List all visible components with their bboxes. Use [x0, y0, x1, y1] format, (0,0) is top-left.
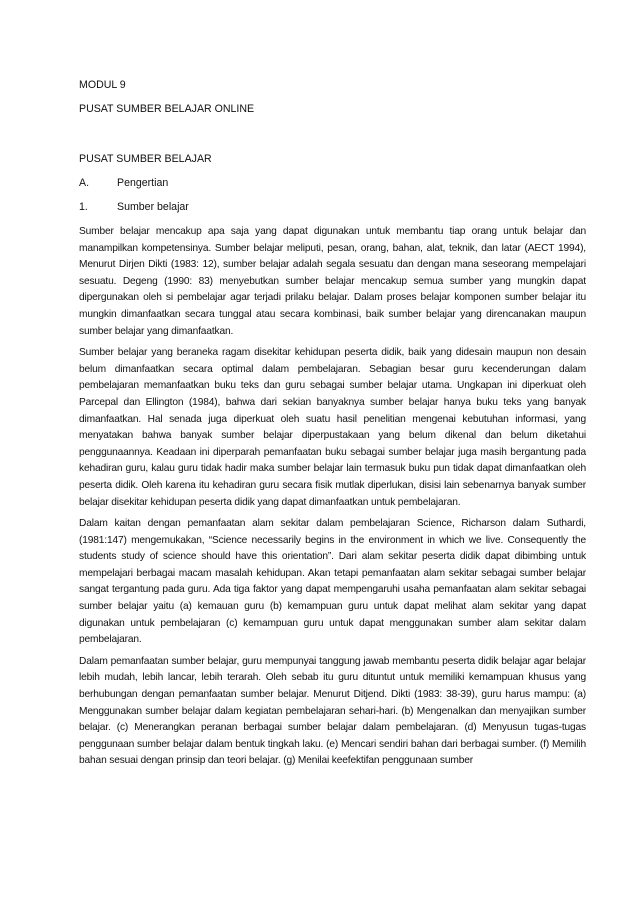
paragraph: Dalam pemanfaatan sumber belajar, guru mempunyai tanggung jawab membantu peserta didik belajar agar belajar lebih mudah, lebih lancar, lebih terarah. Oleh sebab itu guru dituntut untuk memiliki kemampuan khusus yang berhubungan dengan pemanfaatan sumber belajar. Menurut Ditjend. Dikti (1983: 38-39), guru harus mampu: (a) Menggunakan sumber belajar dalam kegiatan pembelajaran sehari-hari. (b) Mengenalkan dan menyajikan sumber belajar. (c) Menerangkan peranan berbagai sumber belajar dalam pembelajaran. (d) Menyusun tugas-tugas penggunaan sumber belajar dalam bentuk tingkah laku. (e) Mencari sendiri bahan dari berbagai sumber. (f) Memilih bahan sesuai dengan prinsip dan teori belajar. (g) Menilai keefektifan penggunaan sumber — [79, 655, 586, 767]
section-heading: PUSAT SUMBER BELAJAR — [79, 153, 212, 165]
paragraph: Dalam kaitan dengan pemanfaatan alam sekitar dalam pembelajaran Science, Richarson dalam Suthardi, (1981:147) mengemukakan, “Science necessarily begins in the environment in which we live. Consequently the students study of science should have this orientation”. Dari alam sekitar peserta didik dapat dibimbing untuk mempelajari berbagai macam masalah kehidupan. Akan tetapi pemanfaatan alam sekitar sebagai sumber belajar sangat tergantung pada guru. Ada tiga faktor yang dapat mempengaruhi usaha pemanfaatan alam sekitar sebagai sumber belajar yaitu (a) kemauan guru (b) kemampuan guru untuk dapat melihat alam sekitar yang dapat digunakan untuk pembelajaran (c) kemampuan guru untuk dapat menggunakan sumber alam sekitar dalam pembelajaran. — [79, 518, 586, 646]
item-label: Sumber belajar — [117, 201, 189, 213]
module-label: MODUL 9 — [79, 79, 126, 91]
item-marker: 1. — [79, 201, 88, 213]
subsection-heading — [79, 176, 586, 190]
paragraph: Sumber belajar yang beraneka ragam disekitar kehidupan peserta didik, baik yang didesain maupun non desain belum dimanfaatkan secara optimal dalam pembelajaran. Sebagian besar guru kecenderungan dalam pembelajaran memanfaatkan buku teks dan guru sebagai sumber belajar utama. Ungkapan ini diperkuat oleh Parcepal dan Ellington (1984), bahwa dari sekian banyaknya sumber belajar hanya buku teks yang banyak dimanfaatkan. Hal senada juga diperkuat oleh suatu hasil penelitian mengenai kebutuhan informasi, yang menyatakan bahwa banyak sumber belajar diperpustakaan yang belum dikenal dan belum diketahui penggunaannya. Keadaan ini diperparah pemanfaatan buku sebagai sumber belajar juga masih bergantung pada kehadiran guru, kalau guru tidak hadir maka sumber belajar lain termasuk buku pun tidak dapat dimanfaatkan oleh peserta didik. Oleh karena itu kehadiran guru secara fisik mutlak diperlukan, disisi lain sebenarnya banyak sumber belajar disekitar kehidupan peserta didik yang dapat dimanfaatkan untuk pembelajaran. — [79, 347, 586, 508]
subsection-marker: A. — [79, 177, 90, 189]
document-title: PUSAT SUMBER BELAJAR ONLINE — [79, 103, 255, 115]
subsection-label: Pengertian — [117, 177, 169, 189]
paragraph: Sumber belajar mencakup apa saja yang dapat digunakan untuk membantu tiap orang untuk belajar dan manampilkan kompetensinya. Sumber belajar meliputi, pesan, orang, bahan, alat, teknik, dan latar (AECT 1994), Menurut Dirjen Dikti (1983: 12), sumber belajar adalah segala sesuatu dan dengan mana seseorang mempelajari sesuatu. Degeng (1990: 83) menyebutkan sumber belajar mencakup semua sumber yang mungkin dapat dipergunakan oleh si pembelajar agar terjadi prilaku belajar. Dalam proses belajar komponen sumber belajar itu mungkin dimanfaatkan secara tunggal atau secara kombinasi, baik sumber belajar yang direncanakan maupun sumber belajar yang dimanfaatkan. — [79, 226, 586, 337]
item-heading — [79, 200, 586, 214]
